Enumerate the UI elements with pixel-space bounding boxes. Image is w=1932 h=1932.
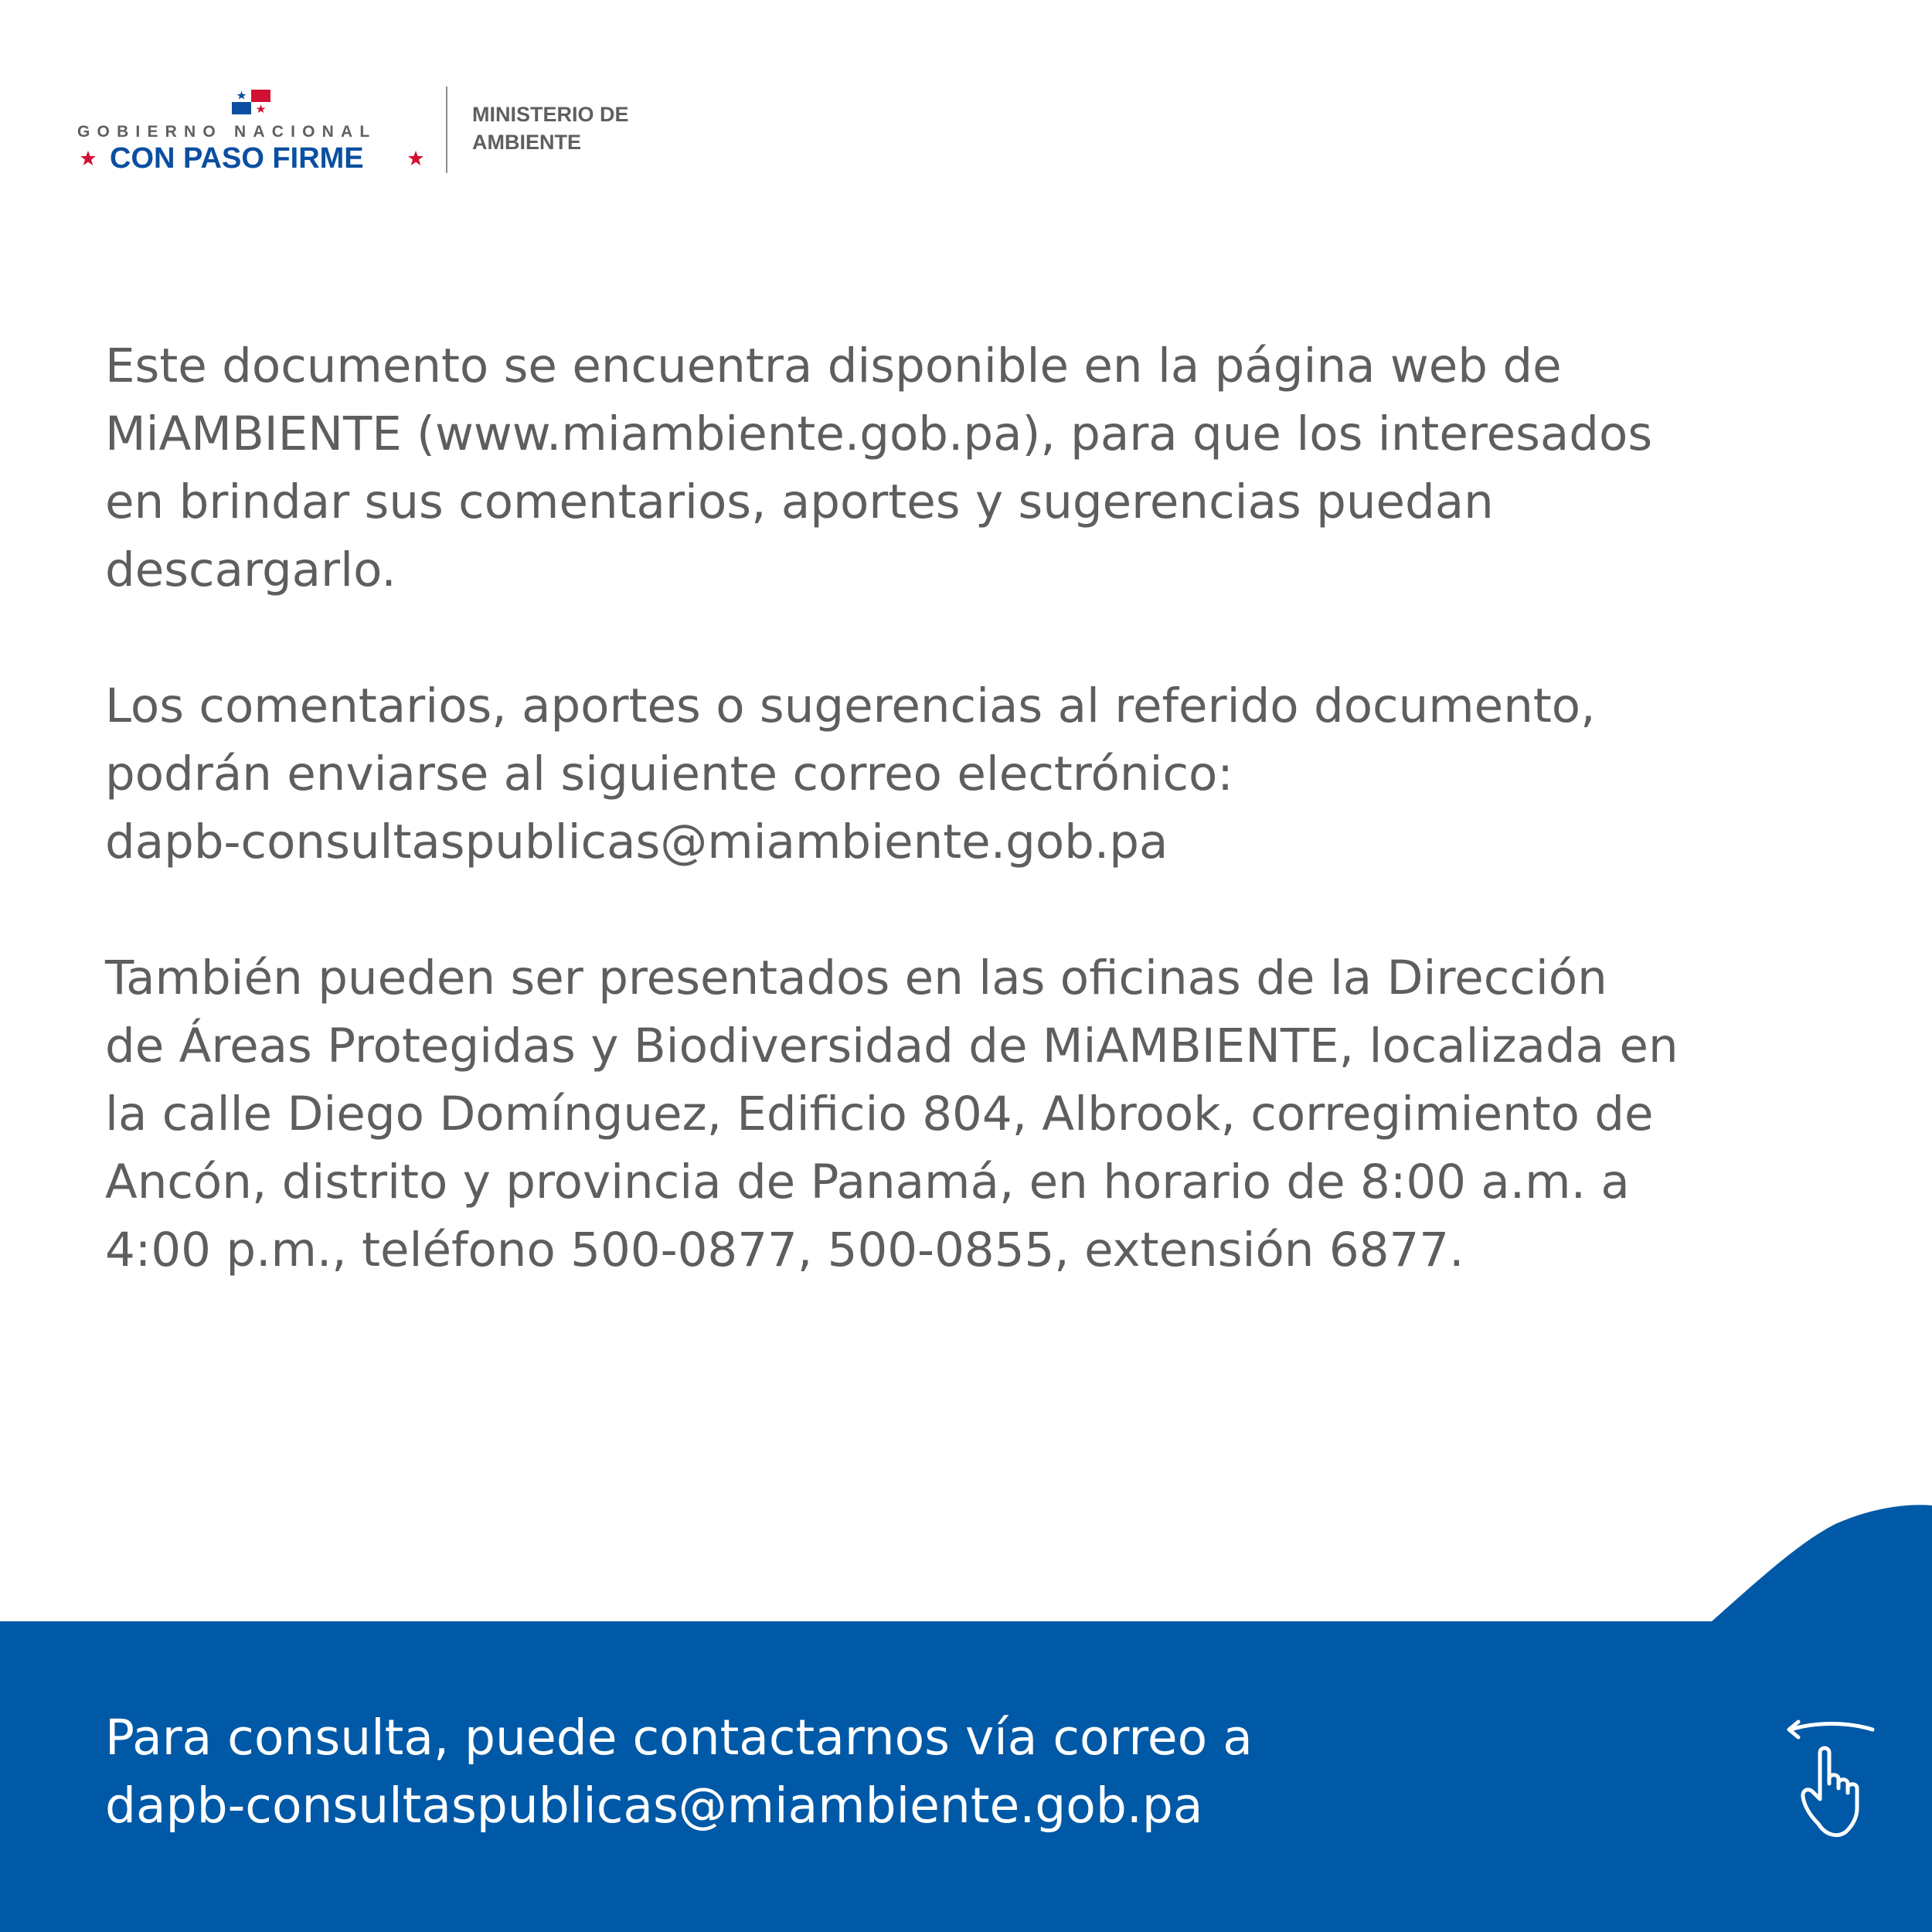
ministry-line-2: AMBIENTE	[472, 131, 581, 154]
swipe-hand-icon	[1781, 1708, 1882, 1847]
text-line: de Áreas Protegidas y Biodiversidad de MiAMBIENTE, localizada en	[105, 1019, 1679, 1073]
star-icon	[79, 149, 97, 168]
footer-contact	[105, 1704, 1689, 1840]
text-line: descargarlo.	[105, 543, 396, 597]
text-line: en brindar sus comentarios, aportes y sugerencias puedan	[105, 474, 1494, 529]
text-line: También pueden ser presentados en las oficinas de la Dirección	[105, 951, 1607, 1005]
footer-line-1: Para consulta, puede contactarnos vía correo a	[105, 1709, 1253, 1766]
text-line: 4:00 p.m., teléfono 500-0877, 500-0855, extensión 6877.	[105, 1223, 1464, 1277]
government-logo	[77, 85, 433, 178]
text-line: Ancón, distrito y provincia de Panamá, en horario de 8:00 a.m. a	[105, 1155, 1630, 1209]
government-name: GOBIERNO NACIONAL	[77, 123, 377, 141]
text-line: Este documento se encuentra disponible en la página web de	[105, 338, 1562, 393]
slogan: CON PASO FIRME	[110, 142, 364, 175]
panama-flag-icon	[232, 90, 270, 114]
text-line: MiAMBIENTE (www.miambiente.gob.pa), para que los interesados	[105, 406, 1653, 461]
paragraph-comments-email	[105, 672, 1844, 876]
paragraph-availability	[105, 332, 1844, 604]
email-address[interactable]: dapb-consultaspublicas@miambiente.gob.pa	[105, 815, 1168, 869]
document-body	[105, 332, 1844, 1352]
logo-divider	[446, 87, 447, 173]
paragraph-office-address	[105, 944, 1844, 1284]
ministry-name	[472, 100, 673, 156]
ministry-line-1: MINISTERIO DE	[472, 103, 629, 126]
footer-email[interactable]: dapb-consultaspublicas@miambiente.gob.pa	[105, 1777, 1203, 1834]
text-line: podrán enviarse al siguiente correo electrónico:	[105, 747, 1233, 801]
star-icon	[406, 149, 425, 168]
text-line: Los comentarios, aportes o sugerencias al referido documento,	[105, 679, 1596, 733]
text-line: la calle Diego Domínguez, Edificio 804, Albrook, corregimiento de	[105, 1087, 1654, 1141]
